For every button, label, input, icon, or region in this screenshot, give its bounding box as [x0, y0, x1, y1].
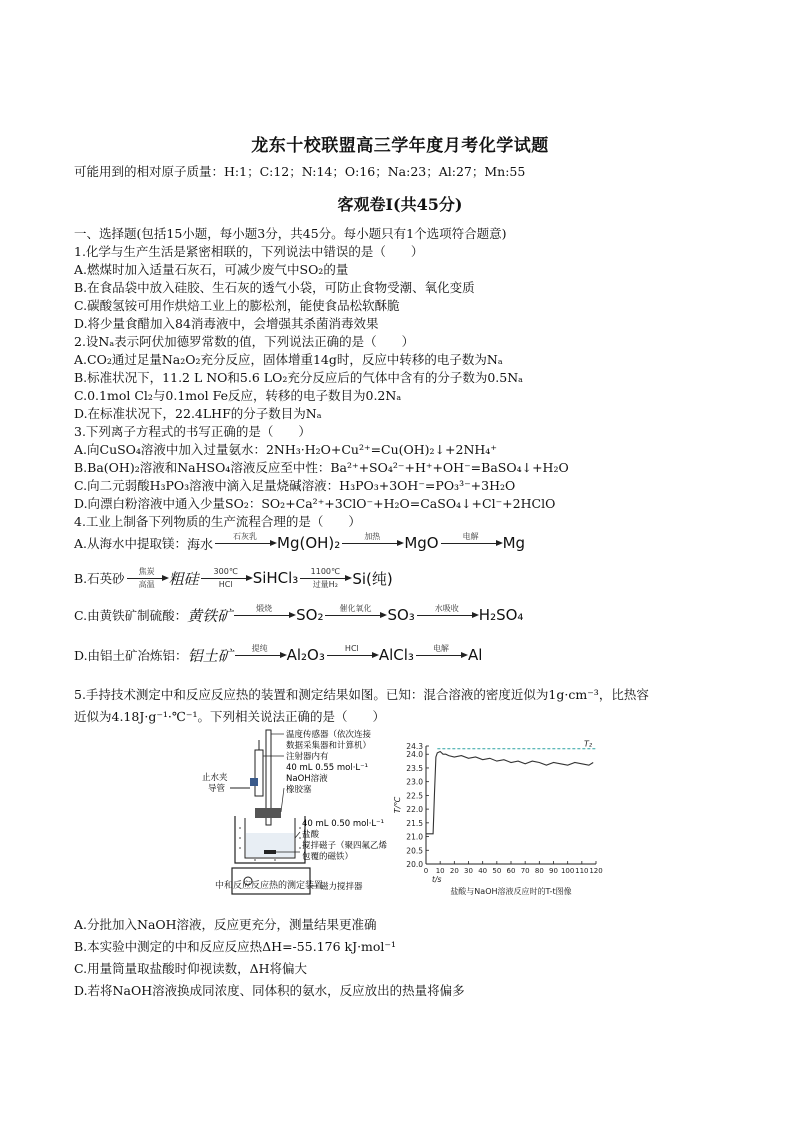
q4a-label: A.从海水中提取镁： [74, 536, 188, 551]
arrow [327, 644, 377, 667]
arrow-line [327, 655, 377, 656]
q4a-chain [187, 532, 525, 555]
arrow-line [235, 655, 285, 656]
q4d-start: 铝土矿 [187, 646, 233, 665]
q4-option-a [74, 528, 525, 558]
arrow-line [342, 543, 402, 544]
y-tick-label: 22.0 [406, 805, 423, 815]
x-tick-label: 40 [478, 867, 488, 875]
q4a-p2: MgO [404, 534, 439, 552]
arrow [215, 532, 275, 555]
rubber-stopper [255, 808, 281, 818]
arrow-line [127, 578, 167, 579]
q4c-p1: SO₂ [296, 606, 324, 624]
x-tick-label: 110 [575, 867, 589, 875]
label-sensor: 温度传感器（依次连接 [286, 730, 372, 740]
q4-option-c [74, 600, 523, 630]
x-tick-label: 70 [520, 867, 530, 875]
q1-option-c: C.碳酸氢铵可用作烘焙工业上的膨松剂，能使食品松软酥脆 [74, 298, 400, 313]
x-tick-label: 0 [423, 867, 429, 875]
arrow [325, 604, 385, 627]
q4b-p2: SiHCl₃ [252, 569, 299, 587]
q3-stem: 3.下列离子方程式的书写正确的是（ ） [74, 424, 311, 439]
q4c-start: 黄铁矿 [187, 606, 233, 625]
arrow-top-label: 焦炭 [138, 566, 155, 576]
temperature-series-line [426, 752, 593, 834]
arrow-line [325, 615, 385, 616]
q4a-p3: Mg [502, 534, 526, 552]
q2-option-d: D.在标准状况下，22.4LHF的分子数目为Nₐ [74, 406, 322, 421]
q4a-start: 海水 [187, 537, 214, 553]
arrow [300, 567, 350, 590]
y-tick-label: 20.0 [406, 860, 423, 869]
x-tick-label: 20 [449, 867, 459, 875]
q3-option-c: C.向二元弱酸H₃PO₃溶液中滴入足量烧碱溶液：H₃PO₃+3OH⁻=PO₃³⁻+3H₂O [74, 478, 516, 493]
q3-option-a: A.向CuSO₄溶液中加入过量氨水：2NH₃·H₂O+Cu²⁺=Cu(OH)₂↓+2NH₄⁺ [74, 442, 497, 457]
stir-bar [264, 850, 276, 854]
arrow-top-label: 石灰乳 [233, 531, 258, 541]
arrow-top-label: HCl [344, 643, 359, 653]
apparatus-figure [200, 728, 400, 898]
y-tick-label: 24.3 [406, 742, 423, 751]
chart-title: 盐酸与NaOH溶液反应时的T-t图像 [450, 887, 572, 896]
q1-option-a: A.燃煤时加入适量石灰石，可减少废气中SO₂的量 [74, 262, 349, 277]
label-hcl: 盐酸 [302, 830, 320, 840]
q4b-chain [125, 567, 393, 590]
x-tick-label: 30 [464, 867, 473, 875]
label-syringe: 注射器内有 [286, 752, 329, 762]
syringe [255, 750, 263, 796]
x-tick-label: 100 [560, 867, 575, 875]
y-tick-label: 23.5 [406, 763, 423, 773]
reference-label: T₂ [584, 739, 593, 749]
arrow-top-label: 300℃ [213, 566, 238, 576]
q5-option-c: C.用量筒量取盐酸时仰视读数，ΔH将偏大 [74, 961, 308, 976]
label-stir-bar-2: 包覆的磁铁） [302, 852, 354, 862]
q2-option-b: B.标准状况下，11.2 L NO和5.6 LO₂充分反应后的气体中含有的分子数为0.5Nₐ [74, 370, 523, 385]
apparatus-caption: 中和反应反应热的测定装置 [215, 881, 324, 891]
arrow [441, 532, 501, 555]
q4-stem: 4.工业上制备下列物质的生产流程合理的是（ ） [74, 514, 361, 529]
q3-option-b: B.Ba(OH)₂溶液和NaHSO₄溶液反应至中性：Ba²⁺+SO₄²⁻+H⁺+OH⁻=BaSO₄↓+H₂O [74, 460, 569, 475]
label-clamp: 止水夹 [202, 773, 228, 783]
q4a-p1: Mg(OH)₂ [277, 534, 341, 552]
arrow-line [234, 615, 294, 616]
y-tick-label: 21.0 [406, 832, 423, 842]
arrow-top-label: 煅烧 [256, 603, 273, 613]
q5-option-a: A.分批加入NaOH溶液，反应更充分，测量结果更准确 [74, 917, 377, 932]
y-tick-label: 22.5 [406, 791, 423, 801]
arrow [201, 567, 251, 590]
arrow-top-label: 电解 [462, 531, 479, 541]
q4b-p1: 粗硅 [168, 569, 199, 588]
label-naoh-volume: 40 mL 0.55 mol·L⁻¹ [286, 763, 369, 773]
exam-title: 龙东十校联盟高三学年度月考化学试题 [251, 136, 549, 156]
x-tick-label: 50 [492, 867, 502, 875]
x-tick-label: 120 [589, 867, 603, 875]
q4c-label: C.由黄铁矿制硫酸： [74, 608, 188, 623]
arrow-top-label: 提纯 [251, 643, 268, 653]
arrow [235, 644, 285, 667]
label-stopper: 橡胶塞 [286, 785, 312, 795]
q1-stem: 1.化学与生产生活是紧密相联的，下列说法中错误的是（ ） [74, 244, 424, 259]
arrow-line [300, 578, 350, 579]
temperature-time-chart [392, 738, 607, 898]
arrow-top-label: 水吸收 [434, 603, 459, 613]
x-tick-label: 10 [435, 867, 445, 875]
label-stir-bar: 搅拌磁子（聚四氟乙烯 [302, 841, 388, 851]
label-sensor-2: 数据采集器和计算机） [286, 741, 372, 751]
q4d-p3: Al [467, 646, 483, 664]
q5-stem-line1: 5.手持技术测定中和反应反应热的装置和测定结果如图。已知：混合溶液的密度近似为1g·cm⁻³，比热容 [74, 687, 649, 702]
arrow-top-label: 1100℃ [310, 566, 340, 576]
atomic-masses: 可能用到的相对原子质量：H:1；C:12；N:14；O:16；Na:23；Al:27；Mn:55 [74, 164, 526, 179]
arrow-line [201, 578, 251, 579]
water-clamp [250, 778, 258, 786]
arrow [416, 644, 466, 667]
arrow-bottom-label: 高温 [138, 579, 155, 589]
arrow-line [416, 655, 466, 656]
q5-option-b: B.本实验中测定的中和反应反应热ΔH=-55.176 kJ·mol⁻¹ [74, 939, 397, 954]
q4d-label: D.由铝土矿冶炼铝： [74, 648, 188, 663]
y-tick-label: 21.5 [406, 818, 423, 828]
label-naoh: NaOH溶液 [286, 774, 328, 784]
arrow [417, 604, 477, 627]
arrow [342, 532, 402, 555]
q5-stem-line2: 近似为4.18J·g⁻¹·℃⁻¹。下列相关说法正确的是（ ） [74, 709, 385, 724]
arrow-line [441, 543, 501, 544]
q4-option-d [74, 640, 482, 670]
instructions: 一、选择题(包括15小题，每小题3分，共45分。每小题只有1个选项符合题意) [74, 226, 507, 241]
y-axis-label: T/℃ [393, 796, 402, 814]
q4b-p3: Si(纯) [352, 569, 393, 588]
y-tick-label: 24.0 [406, 750, 423, 760]
q4b-label: B.石英砂 [74, 571, 125, 586]
x-tick-label: 80 [534, 867, 544, 875]
q4c-p2: SO₃ [387, 606, 415, 624]
arrow [127, 567, 167, 590]
q2-option-c: C.0.1mol Cl₂与0.1mol Fe反应，转移的电子数目为0.2Nₐ [74, 388, 402, 403]
q4d-p1: Al₂O₃ [286, 646, 325, 664]
y-tick-label: 23.0 [406, 777, 423, 787]
q5-option-d: D.若将NaOH溶液换成同浓度、同体积的氨水，反应放出的热量将偏多 [74, 983, 465, 998]
arrow [234, 604, 294, 627]
arrow-bottom-label: HCl [218, 579, 233, 589]
arrow-line [417, 615, 477, 616]
arrow-line [215, 543, 275, 544]
q2-option-a: A.CO₂通过足量Na₂O₂充分反应，固体增重14g时，反应中转移的电子数为Nₐ [74, 352, 503, 367]
q4c-chain [187, 604, 523, 627]
q4c-p3: H₂SO₄ [478, 606, 524, 624]
x-tick-label: 90 [549, 867, 558, 875]
label-hcl-volume: 40 mL 0.50 mol·L⁻¹ [302, 819, 385, 829]
q1-option-d: D.将少量食醋加入84消毒液中，会增强其杀菌消毒效果 [74, 316, 379, 331]
label-stirrer: 磁力搅拌器 [320, 882, 363, 892]
q2-stem: 2.设Nₐ表示阿伏加德罗常数的值，下列说法正确的是（ ） [74, 334, 415, 349]
arrow-top-label: 催化氧化 [339, 603, 372, 613]
label-tube: 导管 [208, 784, 226, 794]
q3-option-d: D.向漂白粉溶液中通入少量SO₂：SO₂+Ca²⁺+3ClO⁻+H₂O=CaSO₄↓+Cl⁻+2HClO [74, 496, 556, 511]
q4d-chain [188, 644, 483, 667]
q4-option-b [74, 563, 393, 593]
arrow-bottom-label: 过量H₂ [312, 579, 338, 589]
x-axis-label: t/s [432, 875, 442, 884]
arrow-top-label: 加热 [364, 531, 381, 541]
q4d-p2: AlCl₃ [378, 646, 414, 664]
x-tick-label: 60 [506, 867, 516, 875]
arrow-top-label: 电解 [432, 643, 449, 653]
y-tick-label: 20.5 [406, 846, 423, 856]
q1-option-b: B.在食品袋中放入硅胶、生石灰的透气小袋，可防止食物受潮、氧化变质 [74, 280, 475, 295]
section-title: 客观卷Ⅰ(共45分) [337, 195, 463, 214]
